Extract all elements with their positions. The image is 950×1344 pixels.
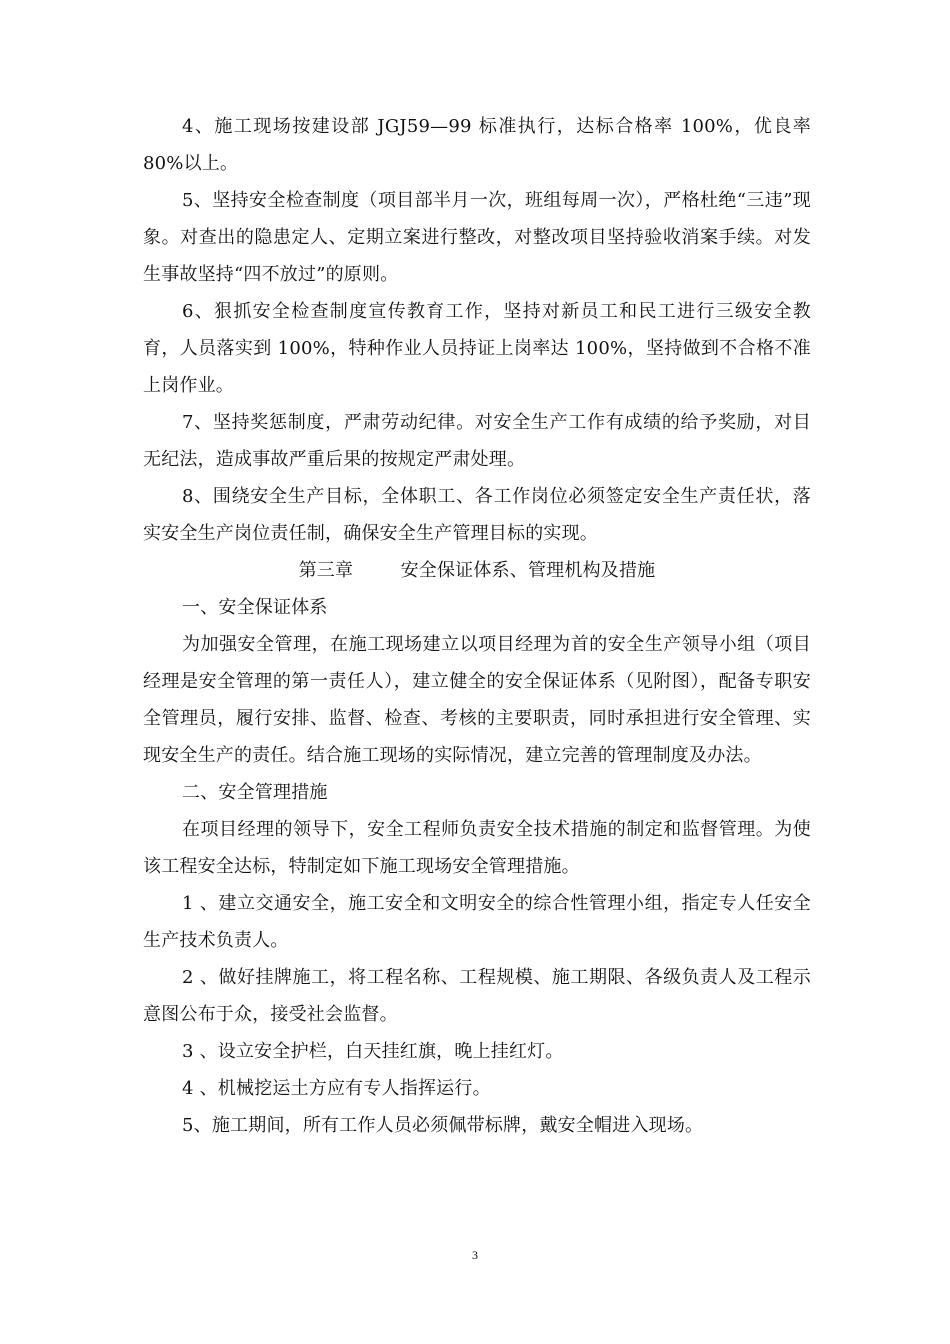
document-body (143, 108, 811, 1144)
measure-item-5: 5、施工期间，所有工作人员必须佩带标牌，戴安全帽进入现场。 (182, 1115, 704, 1136)
paragraph-item-5: 5、坚持安全检查制度（项目部半月一次，班组每周一次），严格杜绝“三违”现象。对查出的隐患定人、定期立案进行整改，对整改项目坚持验收消案手续。对发生事故坚持“四不放过”的原则。 (143, 190, 811, 285)
page-number: 3 (472, 1248, 478, 1262)
section-paragraph-safety-system: 为加强安全管理，在施工现场建立以项目经理为首的安全生产领导小组（项目经理是安全管理的第一责任人），建立健全的安全保证体系（见附图），配备专职安全管理员，履行安排、监督、检查、考核的主要职责，同时承担进行安全管理、实现安全生产的责任。结合施工现场的实际情况，建立完善的管理制度及办法。 (143, 634, 811, 766)
paragraph-item-4: 4、施工现场按建设部 JGJ59—99 标准执行，达标合格率 100%，优良率 80%以上。 (143, 116, 811, 174)
paragraph-item-8: 8、围绕安全生产目标，全体职工、各工作岗位必须签定安全生产责任状，落实安全生产岗位责任制，确保安全生产管理目标的实现。 (143, 486, 811, 544)
measure-item-3: 3 、设立安全护栏，白天挂红旗，晚上挂红灯。 (182, 1041, 564, 1062)
paragraph-item-7: 7、坚持奖惩制度，严肃劳动纪律。对安全生产工作有成绩的给予奖励，对目无纪法，造成事故严重后果的按规定严肃处理。 (143, 412, 811, 470)
chapter-title: 第三章 安全保证体系、管理机构及措施 (298, 560, 656, 581)
measure-item-2: 2 、做好挂牌施工，将工程名称、工程规模、施工期限、各级负责人及工程示意图公布于众，接受社会监督。 (143, 967, 811, 1025)
measure-item-1: 1 、建立交通安全，施工安全和文明安全的综合性管理小组，指定专人任安全生产技术负责人。 (143, 893, 811, 951)
section-heading-safety-system: 一、安全保证体系 (182, 597, 328, 618)
section-paragraph-measures-intro: 在项目经理的领导下，安全工程师负责安全技术措施的制定和监督管理。为使该工程安全达标，特制定如下施工现场安全管理措施。 (143, 819, 811, 877)
measure-item-4: 4 、机械挖运土方应有专人指挥运行。 (182, 1078, 491, 1099)
section-heading-safety-measures: 二、安全管理措施 (182, 782, 328, 803)
paragraph-item-6: 6、狠抓安全检查制度宣传教育工作，坚持对新员工和民工进行三级安全教育，人员落实到 100%，特种作业人员持证上岗率达 100%，坚持做到不合格不准上岗作业。 (143, 301, 811, 396)
